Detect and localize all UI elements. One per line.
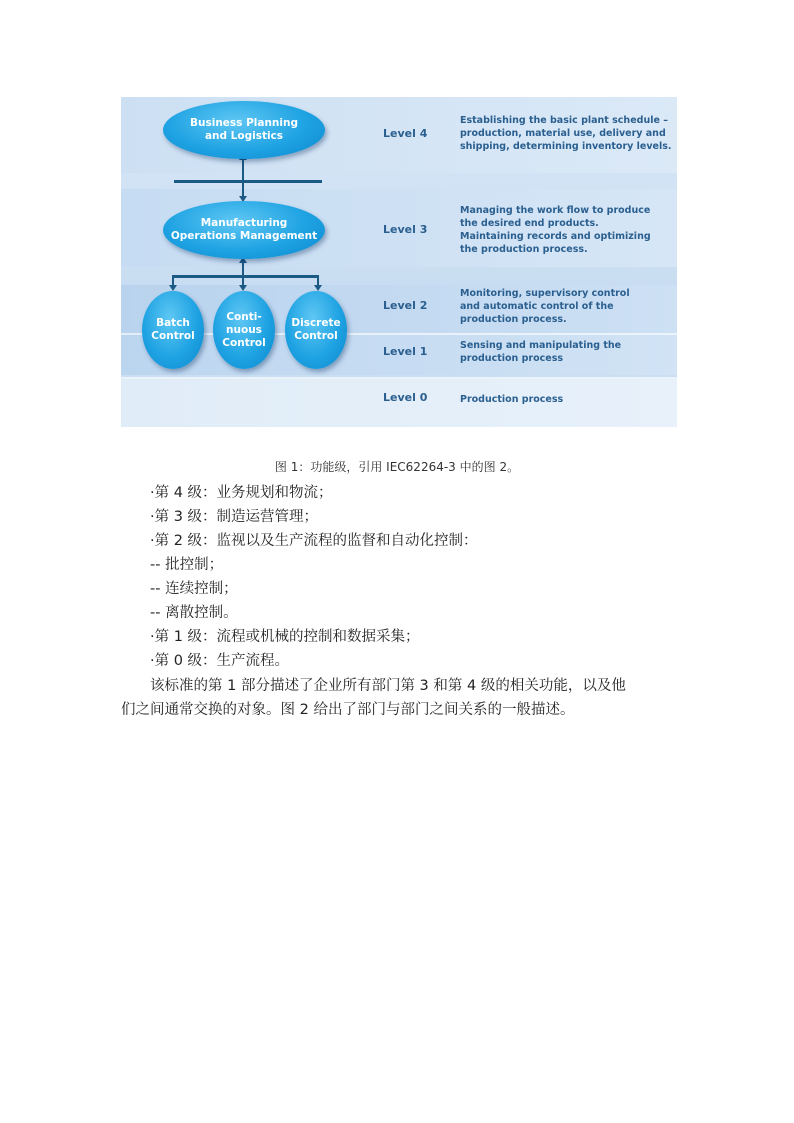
level-4-label: Level 4 [383,127,428,140]
band-divider [121,377,677,379]
business-planning-oval: Business Planning and Logistics [163,101,325,159]
body-paragraph-line-2: 们之间通常交换的对象。图 2 给出了部门与部门之间关系的一般描述。 [121,702,575,718]
functional-levels-figure [121,97,677,427]
list-item: ·第 4 级：业务规划和物流； [150,485,333,501]
level-3-description: Managing the work flow to produce the desired end products. Maintaining records and optimizing the production process. [460,205,651,255]
band-divider [121,333,677,335]
list-item: ·第 1 级：流程或机械的控制和数据采集； [150,629,420,645]
vertical-connector-top [242,159,244,201]
horizontal-bar-top [174,180,322,183]
level-0-label: Level 0 [383,391,428,404]
level-2-description: Monitoring, supervisory control and automatic control of the production process. [460,288,630,325]
level-0-description: Production process [460,394,564,405]
level-2-label: Level 2 [383,299,428,312]
list-item: -- 批控制； [150,557,224,573]
level-4-description: Establishing the basic plant schedule production, material use, delivery and shipping, determining inventory levels. [460,115,672,152]
list-item: ·第 3 级：制造运营管理； [150,509,319,525]
list-item: ·第 0 级：生产流程。 [150,653,290,669]
discrete-control-circle: Discrete Control [285,291,347,369]
batch-control-circle: Batch Control [142,291,204,369]
horizontal-bar-bottom [172,275,319,278]
level-1-label: Level 1 [383,345,428,358]
continuous-control-circle: Conti- nuous Control [213,291,275,369]
figure-caption: 图 1：功能级，引用 IEC62264-3 中的图 2。 [274,460,520,474]
list-item: -- 连续控制； [150,581,238,597]
list-item: ·第 2 级：监视以及生产流程的监督和自动化控制： [150,533,478,549]
manufacturing-operations-oval: Manufacturing Operations Management [163,201,325,259]
level-3-label: Level 3 [383,223,428,236]
level-1-description: Sensing and manipulating the production process [460,340,622,364]
body-paragraph-line-1: 该标准的第 1 部分描述了企业所有部门第 3 和第 4 级的相关功能，以及他 [150,678,626,694]
list-item: -- 离散控制。 [150,605,238,621]
